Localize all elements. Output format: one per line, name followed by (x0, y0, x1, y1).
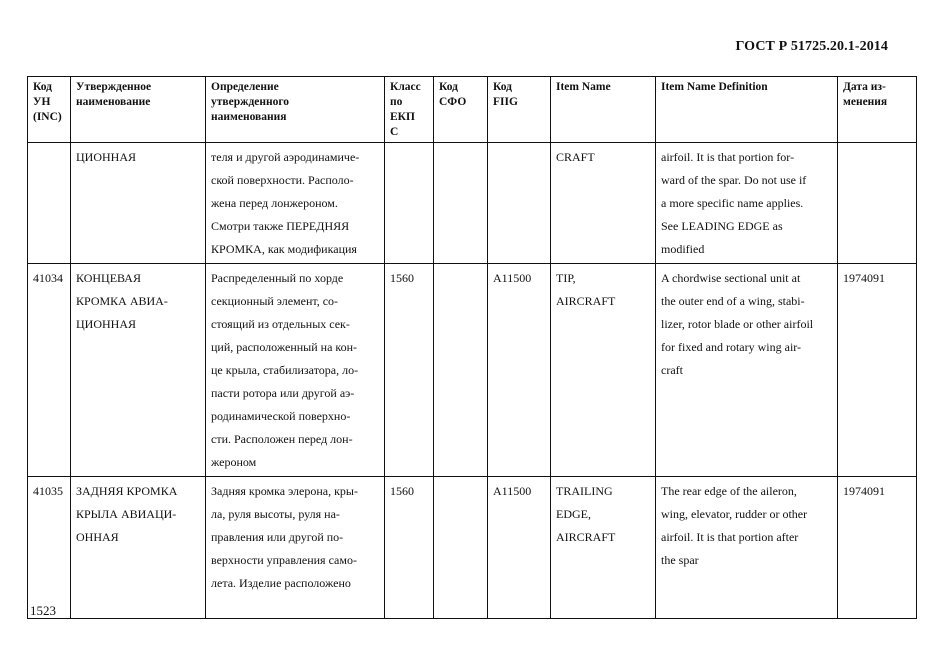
cell-line: КРОМКА, как модификация (211, 242, 357, 256)
header-line: Код (439, 81, 459, 93)
header-item-name (551, 77, 656, 143)
header-line: Определение (211, 81, 279, 93)
cell-line: AIRCRAFT (556, 294, 616, 308)
cell-change-date (838, 143, 917, 264)
header-line: менения (843, 96, 888, 108)
cell-sfo (434, 477, 488, 619)
header-line: утвержденного (211, 96, 290, 108)
cell-fiig: A11500 (488, 264, 551, 477)
cell-line: ла, руля высоты, руля на- (211, 507, 340, 521)
cell-line: Смотри также ПЕРЕДНЯЯ (211, 219, 350, 233)
cell-line: ЗАДНЯЯ КРОМКА (76, 484, 178, 498)
cell-line: сти. Расположен перед лон- (211, 432, 353, 446)
cell-line: теля и другой аэродинамиче- (211, 150, 360, 164)
cell-line: це крыла, стабилизатора, ло- (211, 363, 359, 377)
cell-line: the spar (661, 553, 699, 567)
cell-line: TRAILING (556, 484, 613, 498)
header-line: УН (33, 96, 51, 108)
cell-change-date: 1974091 (838, 477, 917, 619)
cell-approved-name (71, 143, 206, 264)
cell-line: airfoil. It is that portion for- (661, 150, 795, 164)
cell-line: секционный элемент, со- (211, 294, 339, 308)
header-inc (28, 77, 71, 143)
cell-line: for fixed and rotary wing air- (661, 340, 802, 354)
header-line: по (390, 96, 403, 108)
header-sfo (434, 77, 488, 143)
cell-line: КРОМКА АВИА- (76, 294, 168, 308)
cell-item-name (551, 477, 656, 619)
cell-definition (206, 143, 385, 264)
cell-line: the outer end of a wing, stabi- (661, 294, 805, 308)
cell-line: жероном (211, 455, 257, 469)
cell-definition (206, 477, 385, 619)
cell-line: родинамической поверхно- (211, 409, 351, 423)
cell-change-date: 1974091 (838, 264, 917, 477)
document-code: ГОСТ Р 51725.20.1-2014 (735, 39, 888, 54)
cell-line: КОНЦЕВАЯ (76, 271, 141, 285)
cell-inc (28, 143, 71, 264)
cell-line: ЦИОННАЯ (76, 150, 136, 164)
cell-line: ОННАЯ (76, 530, 119, 544)
cell-line: ЦИОННАЯ (76, 317, 136, 331)
cell-fiig: A11500 (488, 477, 551, 619)
cell-inc: 41034 (28, 264, 71, 477)
cell-line: TIP, (556, 271, 576, 285)
table-header-row (28, 77, 917, 143)
cell-line: craft (661, 363, 683, 377)
header-line: Класс (390, 81, 421, 93)
cell-line: ций, расположенный на кон- (211, 340, 358, 354)
cell-line: A chordwise sectional unit at (661, 271, 801, 285)
header-class (385, 77, 434, 143)
cell-fiig (488, 143, 551, 264)
cell-line: КРЫЛА АВИАЦИ- (76, 507, 177, 521)
cell-class (385, 143, 434, 264)
page-number: 1523 (30, 603, 56, 618)
catalog-table (27, 76, 917, 619)
table-body (28, 143, 917, 619)
header-line: Item Name Definition (661, 81, 768, 93)
header-line: ЕКП (390, 111, 415, 123)
cell-line: правления или другой по- (211, 530, 344, 544)
header-line: Код (493, 81, 513, 93)
table-row (28, 143, 917, 264)
cell-approved-name (71, 264, 206, 477)
header-change-date (838, 77, 917, 143)
header-approved-name (71, 77, 206, 143)
cell-item-name (551, 143, 656, 264)
cell-line: ской поверхности. Располо- (211, 173, 354, 187)
cell-line: modified (661, 242, 705, 256)
cell-line: CRAFT (556, 150, 595, 164)
cell-sfo (434, 143, 488, 264)
cell-line: ward of the spar. Do not use if (661, 173, 807, 187)
header-line: FIIG (493, 96, 518, 108)
header-line: наименования (211, 111, 287, 123)
cell-item-definition (656, 264, 838, 477)
header-item-definition (656, 77, 838, 143)
cell-line: лета. Изделие расположено (211, 576, 351, 590)
cell-class: 1560 (385, 264, 434, 477)
cell-item-definition (656, 143, 838, 264)
cell-definition (206, 264, 385, 477)
cell-line: жена перед лонжероном. (211, 196, 338, 210)
cell-line: a more specific name applies. (661, 196, 804, 210)
header-line: С (390, 126, 399, 138)
cell-item-definition (656, 477, 838, 619)
cell-sfo (434, 264, 488, 477)
header-line: (INC) (33, 111, 62, 123)
cell-line: The rear edge of the aileron, (661, 484, 797, 498)
cell-line: пасти ротора или другой аэ- (211, 386, 355, 400)
cell-inc: 41035 (28, 477, 71, 619)
cell-line: Задняя кромка элерона, кры- (211, 484, 358, 498)
cell-line: EDGE, (556, 507, 591, 521)
table-row (28, 264, 917, 477)
cell-approved-name (71, 477, 206, 619)
cell-line: lizer, rotor blade or other airfoil (661, 317, 814, 331)
cell-item-name (551, 264, 656, 477)
cell-class: 1560 (385, 477, 434, 619)
header-line: Код (33, 81, 53, 93)
header-definition (206, 77, 385, 143)
cell-line: стоящий из отдельных сек- (211, 317, 350, 331)
cell-line: Распределенный по хорде (211, 271, 344, 285)
header-line: наименование (76, 96, 151, 108)
table-row (28, 477, 917, 619)
cell-line: AIRCRAFT (556, 530, 616, 544)
header-fiig (488, 77, 551, 143)
cell-line: airfoil. It is that portion after (661, 530, 799, 544)
header-line: СФО (439, 96, 467, 108)
header-line: Утвержденное (76, 81, 152, 93)
header-line: Item Name (556, 81, 611, 93)
header-line: Дата из- (843, 81, 886, 93)
cell-line: See LEADING EDGE as (661, 219, 783, 233)
cell-line: верхности управления само- (211, 553, 357, 567)
cell-line: wing, elevator, rudder or other (661, 507, 808, 521)
